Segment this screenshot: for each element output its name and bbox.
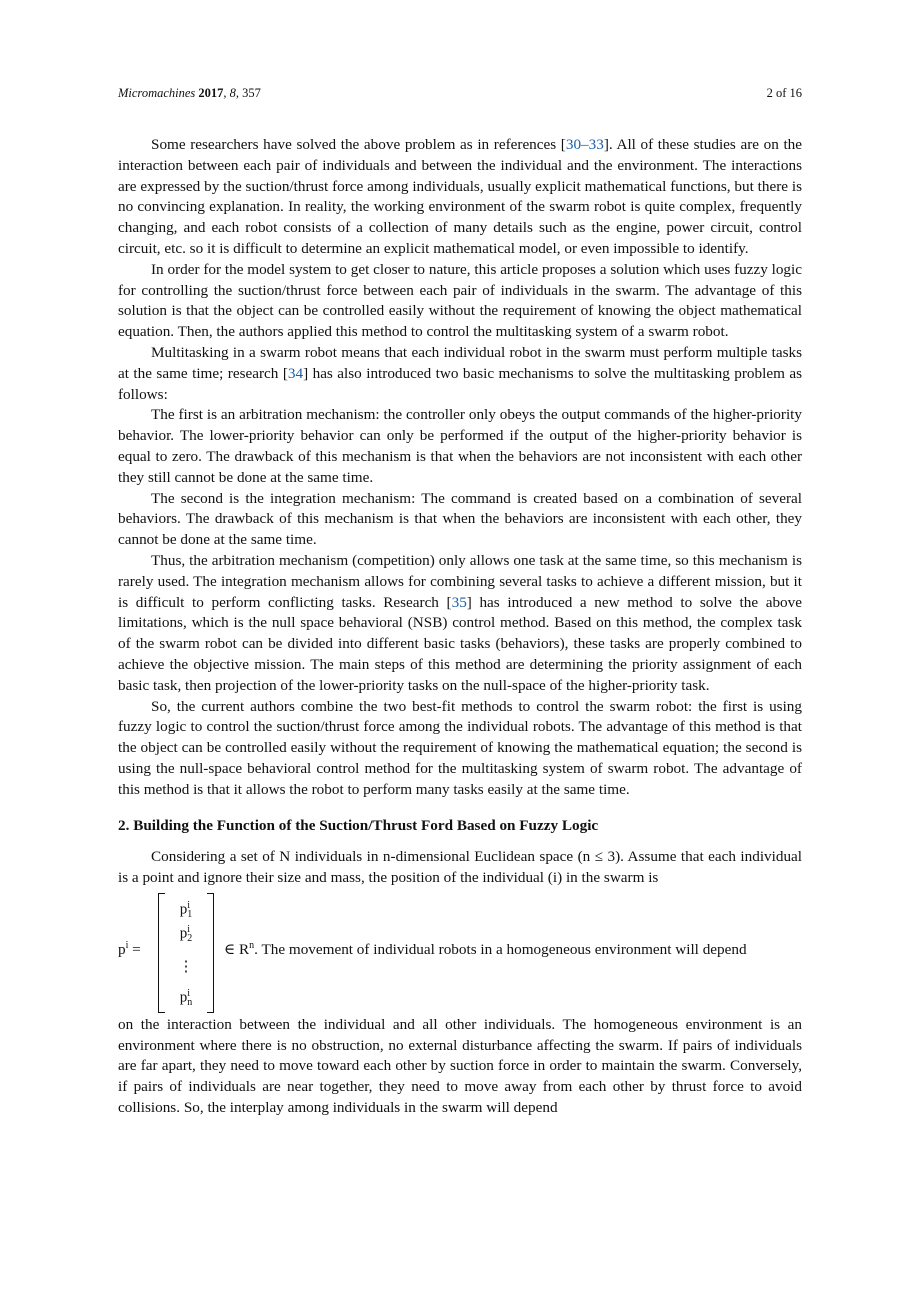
- section-intro: Considering a set of N individuals in n-dimensional Euclidean space (n ≤ 3). Assume that each individual is a point and ignore their size and mass, the position of the individual (i) in the swarm is: [118, 848, 802, 887]
- position-vector-matrix: [158, 893, 214, 1011]
- body-paragraph: Multitasking in a swarm robot means that each individual robot in the swarm must perform multiple tasks at the same time; research [34] has also introduced two basic mechanisms to solve the multitasking problem as follows:: [118, 343, 803, 403]
- page-number: 2 of 16: [766, 86, 802, 100]
- matrix-entry: p i 2: [179, 923, 193, 944]
- citation-link[interactable]: 34: [287, 364, 304, 382]
- journal-volume: 8: [229, 86, 236, 100]
- article-number: 357: [242, 86, 261, 100]
- intro-paragraphs: [118, 135, 802, 801]
- citation-link[interactable]: 35: [451, 593, 467, 611]
- citation-link[interactable]: 30–33: [565, 136, 604, 153]
- section-continuation: on the interaction between the individual and all other individuals. The homogeneous environment is an environment where there is no obstruction, no external disturbance affecting the swarm. If pairs of individuals are far apart, they need to move toward each other by suction force in order to maintain the swarm. Conversely, if pairs of individuals are near together, they need to move away from each other by thrust force to avoid collisions. So, the interplay among individuals in the swarm will depend: [118, 1015, 802, 1117]
- page-header: [118, 86, 802, 104]
- journal-name: Micromachines: [118, 86, 196, 100]
- body-paragraph: Some researchers have solved the above problem as in references [30–33]. All of these studies are on the interaction between each pair of individuals and between the individual and the environment. The interactions are expressed by the suction/thrust force among individuals, usually explicit mathematical functions, but there is no convincing explanation. In reality, the working environment of the swarm robot is quite complex, frequently changing, and each robot consists of a collection of many details such as the engine, power circuit, control circuit, etc. so it is difficult to determine an explicit mathematical model, or even impossible to identify.: [118, 136, 802, 257]
- equation-rhs: ∈ $R^n$. The movement of individual robots in a homogeneous environment will depend: [224, 939, 747, 958]
- matrix-entry: ⋮: [178, 958, 194, 975]
- equation-lhs: $p^i$ =: [118, 939, 141, 958]
- journal-year: 2017: [198, 86, 224, 100]
- body-paragraph: The first is an arbitration mechanism: the controller only obeys the output commands of the higher-priority behavior. The lower-priority behavior can only be performed if the output of the higher-priority behavior is equal to zero. The drawback of this mechanism is that when the behaviors are not inconsistent with each other they still cannot be done at the same time.: [118, 406, 802, 486]
- journal-citation: Micromachines 2017, 8, 357: [118, 86, 261, 100]
- body-paragraph: In order for the model system to get closer to nature, this article proposes a solution which uses fuzzy logic for controlling the suction/thrust force between each pair of individuals in the swarm. The advantage of this solution is that the object can be controlled easily without the requirement of knowing the object mathematical equation. Then, the authors applied this method to control the multitasking system of a swarm robot.: [118, 260, 802, 341]
- page-body: [118, 135, 802, 1119]
- matrix-entry: p i n: [179, 987, 193, 1008]
- section-heading: 2. Building the Function of the Suction/Thrust Ford Based on Fuzzy Logic: [118, 816, 599, 834]
- body-paragraph: Thus, the arbitration mechanism (competition) only allows one task at the same time, so this mechanism is rarely used. The integration mechanism allows for combining several tasks to achieve a different mission, but it is difficult to perform conflicting tasks. Research [35] has introduced a new method to solve the above limitations, which is the null space behavioral (NSB) control method. Based on this method, the complex task of the swarm robot can be divided into different basic tasks (behaviors), these tasks are properly combined to achieve the objective mission. The main steps of this method are determining the priority assignment of each basic task, then projection of the lower-priority tasks on the null-space of the higher-priority task.: [118, 551, 802, 694]
- position-equation: [118, 889, 802, 1015]
- body-paragraph: So, the current authors combine the two best-fit methods to control the swarm robot: the first is using fuzzy logic to control the suction/thrust force among the individual robots. The advantage of this method is that the object can be controlled easily without the requirement of knowing the mathematical equation; the second is using the null-space behavioral control method for the multitasking system of swarm robot. The advantage of this method is that it allows the robot to perform many tasks easily at the same time.: [118, 697, 802, 798]
- body-paragraph: The second is the integration mechanism: The command is created based on a combination of several behaviors. The drawback of this mechanism is that when the behaviors are inconsistent with each other, they cannot be done at the same time.: [118, 489, 802, 549]
- matrix-entry: p i 1: [179, 899, 193, 920]
